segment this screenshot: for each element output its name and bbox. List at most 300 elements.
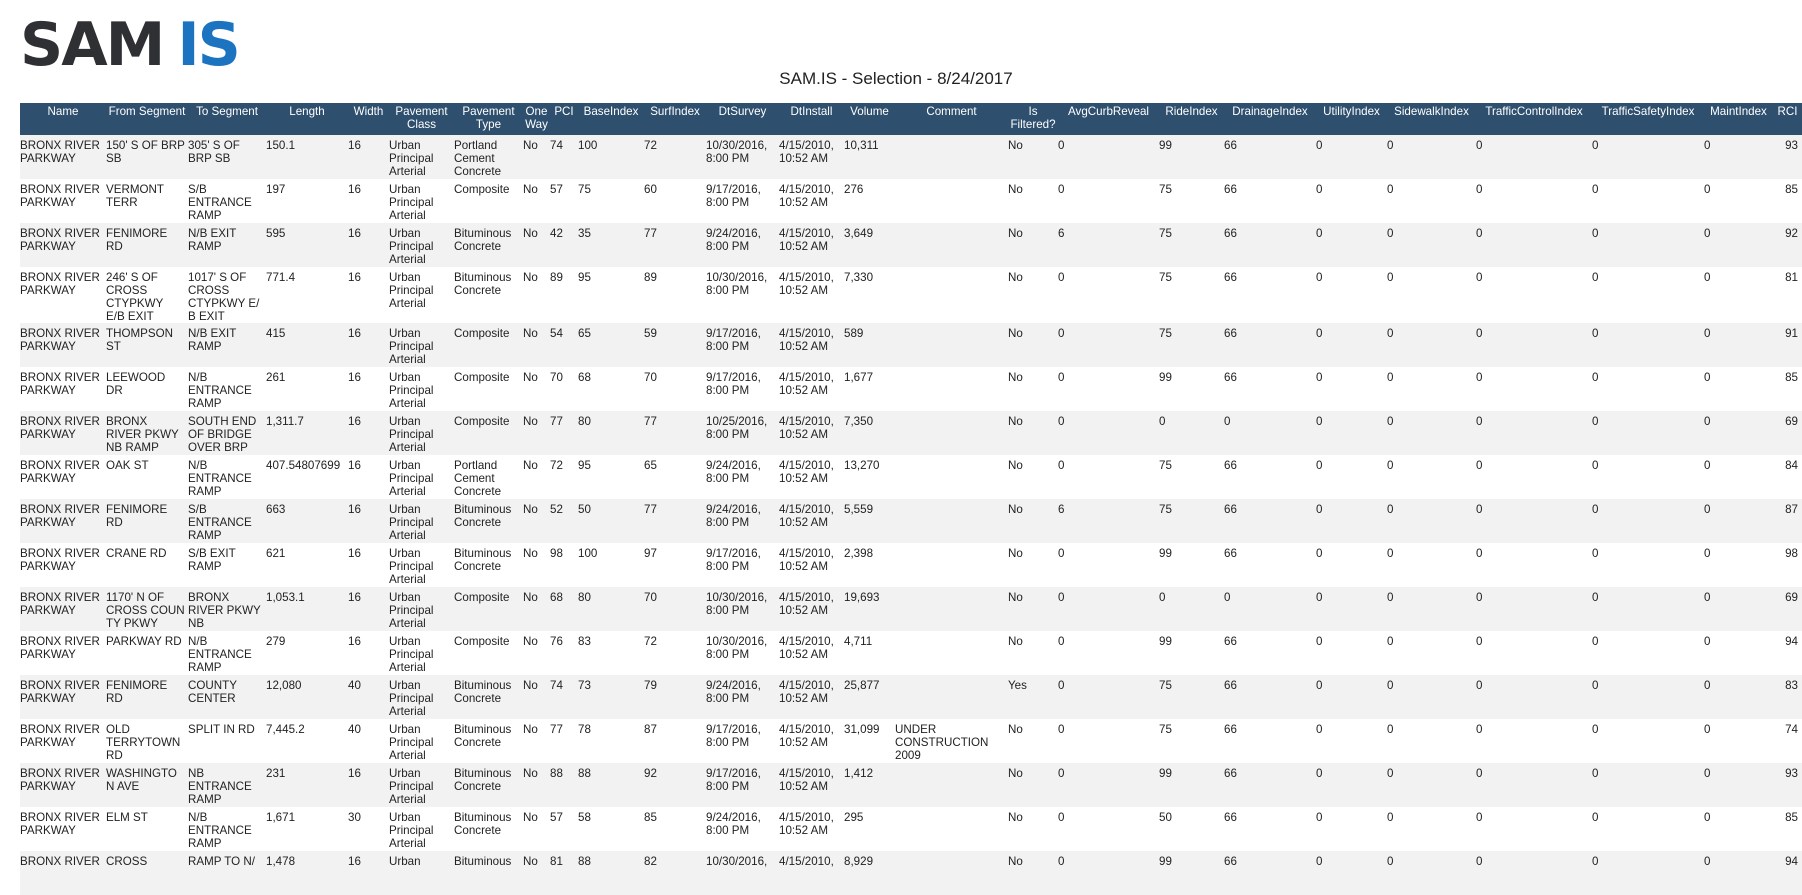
table-cell: 0 [1592, 179, 1704, 223]
table-cell: BRONX RIVER PARKWAY [20, 719, 106, 763]
table-cell: 89 [550, 267, 578, 323]
table-cell [895, 367, 1008, 411]
table-cell: 8,929 [844, 851, 895, 895]
table-cell [895, 223, 1008, 267]
table-cell: OAK ST [106, 455, 188, 499]
table-cell: Composite [454, 367, 523, 411]
table-cell: 0 [1316, 499, 1387, 543]
table-cell: BRONX RIVER PARKWAY [20, 587, 106, 631]
table-cell: Urban Principal Arterial [389, 543, 454, 587]
table-cell: BRONX RIVER PARKWAY [20, 323, 106, 367]
column-header[interactable]: RCI [1773, 103, 1802, 135]
table-row[interactable] [20, 851, 1802, 895]
table-cell: 16 [348, 411, 389, 455]
table-cell: 83 [578, 631, 644, 675]
table-cell: 663 [266, 499, 348, 543]
table-cell: Urban Principal Arterial [389, 587, 454, 631]
table-cell: 261 [266, 367, 348, 411]
table-cell: 0 [1316, 675, 1387, 719]
table-cell: 0 [1387, 631, 1476, 675]
table-cell: 0 [1387, 323, 1476, 367]
table-cell: 0 [1387, 135, 1476, 179]
table-cell [895, 807, 1008, 851]
table-cell: 0 [1316, 135, 1387, 179]
table-row[interactable] [20, 223, 1802, 267]
table-cell: 75 [1159, 719, 1224, 763]
table-cell: 0 [1592, 763, 1704, 807]
table-cell: 0 [1704, 851, 1773, 895]
table-cell: 4/15/2010, 10:52 AM [779, 543, 844, 587]
table-cell: 0 [1704, 499, 1773, 543]
table-cell: 99 [1159, 543, 1224, 587]
column-header[interactable]: TrafficControlIndex [1476, 103, 1592, 135]
table-cell: 70 [644, 367, 706, 411]
table-cell: 89 [644, 267, 706, 323]
table-cell: 0 [1316, 179, 1387, 223]
table-cell: 81 [1773, 267, 1802, 323]
table-cell: COUNTY CENTER [188, 675, 266, 719]
table-cell: 78 [578, 719, 644, 763]
table-cell: 10/30/2016, 8:00 PM [706, 587, 779, 631]
table-cell: LEEWOOD DR [106, 367, 188, 411]
table-cell: BRONX RIVER PARKWAY [20, 179, 106, 223]
table-cell: 0 [1592, 675, 1704, 719]
table-cell: 66 [1224, 631, 1316, 675]
table-cell: 95 [578, 267, 644, 323]
table-cell: 4/15/2010, 10:52 AM [779, 135, 844, 179]
table-cell: 4/15/2010, 10:52 AM [779, 763, 844, 807]
table-cell: Urban Principal Arterial [389, 807, 454, 851]
table-cell: N/B ENTRANCE RAMP [188, 367, 266, 411]
table-cell: 0 [1592, 719, 1704, 763]
table-cell: 0 [1058, 455, 1159, 499]
table-cell: 13,270 [844, 455, 895, 499]
table-cell: 87 [1773, 499, 1802, 543]
table-cell [895, 455, 1008, 499]
table-cell: NB ENTRANCE RAMP [188, 763, 266, 807]
table-cell: Urban Principal Arterial [389, 135, 454, 179]
table-cell: BRONX RIVER [20, 851, 106, 895]
table-cell: Bituminous [454, 851, 523, 895]
column-header[interactable]: MaintIndex [1704, 103, 1773, 135]
table-cell: 9/24/2016, 8:00 PM [706, 499, 779, 543]
table-cell: 4/15/2010, 10:52 AM [779, 719, 844, 763]
table-cell [895, 179, 1008, 223]
table-cell: No [1008, 411, 1058, 455]
table-cell: 0 [1058, 267, 1159, 323]
table-cell: 1,671 [266, 807, 348, 851]
table-cell: 75 [1159, 179, 1224, 223]
column-header[interactable]: Length [266, 103, 348, 135]
table-cell: 621 [266, 543, 348, 587]
table-cell: 30 [348, 807, 389, 851]
table-cell: 0 [1387, 411, 1476, 455]
table-cell: 16 [348, 455, 389, 499]
column-header[interactable]: DtSurvey [706, 103, 779, 135]
table-cell: BRONX RIVER PARKWAY [20, 135, 106, 179]
table-cell: 77 [550, 719, 578, 763]
table-cell: 0 [1316, 367, 1387, 411]
table-row[interactable] [20, 807, 1802, 851]
table-cell [895, 763, 1008, 807]
table-row[interactable] [20, 179, 1802, 223]
table-row[interactable] [20, 631, 1802, 675]
column-header[interactable]: From Segment [106, 103, 188, 135]
table-body [20, 135, 1802, 895]
table-cell: Urban Principal Arterial [389, 675, 454, 719]
column-header[interactable]: Pavement Class [389, 103, 454, 135]
table-cell: 0 [1316, 587, 1387, 631]
table-cell: Bituminous Concrete [454, 719, 523, 763]
table-cell: 97 [644, 543, 706, 587]
table-cell [895, 267, 1008, 323]
table-cell: 1,311.7 [266, 411, 348, 455]
table-cell: 0 [1316, 455, 1387, 499]
table-cell: 66 [1224, 179, 1316, 223]
table-cell: No [1008, 267, 1058, 323]
table-cell: 4/15/2010, 10:52 AM [779, 179, 844, 223]
table-cell: 76 [550, 631, 578, 675]
table-cell: 0 [1476, 851, 1592, 895]
table-cell: 50 [1159, 807, 1224, 851]
table-cell: 75 [578, 179, 644, 223]
table-cell: 0 [1476, 455, 1592, 499]
table-row[interactable] [20, 543, 1802, 587]
table-cell: 9/24/2016, 8:00 PM [706, 807, 779, 851]
table-cell: No [1008, 719, 1058, 763]
table-cell: RAMP TO N/ [188, 851, 266, 895]
table-cell: 0 [1058, 807, 1159, 851]
table-cell: S/B EXIT RAMP [188, 543, 266, 587]
table-cell: 66 [1224, 367, 1316, 411]
table-cell: 74 [550, 675, 578, 719]
table-row[interactable] [20, 267, 1802, 323]
table-cell: 4/15/2010, 10:52 AM [779, 323, 844, 367]
table-cell: 0 [1704, 675, 1773, 719]
column-header[interactable]: BaseIndex [578, 103, 644, 135]
table-cell: 16 [348, 179, 389, 223]
table-cell: 98 [550, 543, 578, 587]
table-cell: 4/15/2010, 10:52 AM [779, 367, 844, 411]
table-cell: 16 [348, 267, 389, 323]
table-row[interactable] [20, 135, 1802, 179]
column-header[interactable]: Pavement Type [454, 103, 523, 135]
table-cell: No [1008, 323, 1058, 367]
column-header[interactable]: DtInstall [779, 103, 844, 135]
table-cell: 0 [1387, 455, 1476, 499]
table-cell: 66 [1224, 323, 1316, 367]
table-cell: 0 [1592, 587, 1704, 631]
table-cell: 98 [1773, 543, 1802, 587]
table-cell: 95 [578, 455, 644, 499]
table-cell: 99 [1159, 135, 1224, 179]
table-cell: 100 [578, 543, 644, 587]
table-cell: 0 [1476, 223, 1592, 267]
table-cell: Composite [454, 587, 523, 631]
table-cell [895, 499, 1008, 543]
table-cell: 4/15/2010, 10:52 AM [779, 267, 844, 323]
table-cell: 0 [1476, 323, 1592, 367]
table-cell: 66 [1224, 719, 1316, 763]
table-cell: No [1008, 587, 1058, 631]
table-cell: PARKWAY RD [106, 631, 188, 675]
table-cell: 0 [1387, 807, 1476, 851]
table-cell: 16 [348, 763, 389, 807]
table-cell: OLD TERRYTOWN RD [106, 719, 188, 763]
table-cell: 66 [1224, 455, 1316, 499]
table-cell: 0 [1704, 135, 1773, 179]
table-cell: 0 [1387, 543, 1476, 587]
table-cell: 93 [1773, 135, 1802, 179]
table-cell: No [1008, 543, 1058, 587]
column-header[interactable]: RideIndex [1159, 103, 1224, 135]
table-cell: 0 [1704, 223, 1773, 267]
table-cell: 88 [578, 851, 644, 895]
table-cell: 0 [1387, 763, 1476, 807]
table-cell: 0 [1058, 719, 1159, 763]
table-cell: 0 [1316, 807, 1387, 851]
table-cell: BRONX RIVER PARKWAY [20, 675, 106, 719]
table-cell: 0 [1704, 631, 1773, 675]
table-cell: 0 [1476, 719, 1592, 763]
table-cell: 16 [348, 631, 389, 675]
table-cell: BRONX RIVER PARKWAY [20, 499, 106, 543]
table-cell: 0 [1592, 851, 1704, 895]
column-header[interactable]: PCI [550, 103, 578, 135]
table-cell: 75 [1159, 675, 1224, 719]
table-cell: 84 [1773, 455, 1802, 499]
table-cell: 16 [348, 323, 389, 367]
table-cell: 0 [1316, 323, 1387, 367]
column-header[interactable]: DrainageIndex [1224, 103, 1316, 135]
table-cell: 279 [266, 631, 348, 675]
table-cell: 4/15/2010, 10:52 AM [779, 631, 844, 675]
table-cell: Portland Cement Concrete [454, 135, 523, 179]
table-cell: 66 [1224, 135, 1316, 179]
table-cell: 0 [1387, 223, 1476, 267]
table-cell: N/B ENTRANCE RAMP [188, 455, 266, 499]
table-cell: Urban Principal Arterial [389, 763, 454, 807]
table-cell: 0 [1592, 367, 1704, 411]
table-cell: 0 [1704, 543, 1773, 587]
table-cell: 0 [1476, 763, 1592, 807]
table-cell: Bituminous Concrete [454, 223, 523, 267]
column-header[interactable]: SurfIndex [644, 103, 706, 135]
column-header[interactable]: Volume [844, 103, 895, 135]
column-header[interactable]: Name [20, 103, 106, 135]
table-row[interactable] [20, 455, 1802, 499]
column-header[interactable]: One Way [523, 103, 550, 135]
table-cell: 771.4 [266, 267, 348, 323]
table-cell: 0 [1387, 587, 1476, 631]
table-cell: 4/15/2010, 10:52 AM [779, 499, 844, 543]
table-cell: No [523, 543, 550, 587]
table-row[interactable] [20, 323, 1802, 367]
table-cell: 66 [1224, 499, 1316, 543]
table-cell: 66 [1224, 223, 1316, 267]
table-cell: 40 [348, 719, 389, 763]
table-cell: No [1008, 455, 1058, 499]
table-cell: 0 [1592, 499, 1704, 543]
table-header-row [20, 103, 1802, 135]
table-cell: Urban Principal Arterial [389, 223, 454, 267]
table-cell: 2,398 [844, 543, 895, 587]
table-cell: 4/15/2010, 10:52 AM [779, 675, 844, 719]
table-cell: 68 [578, 367, 644, 411]
table-cell: No [523, 367, 550, 411]
table-cell: 0 [1592, 323, 1704, 367]
table-cell: 75 [1159, 223, 1224, 267]
table-cell: 93 [1773, 763, 1802, 807]
table-cell: Urban Principal Arterial [389, 367, 454, 411]
table-cell: 85 [644, 807, 706, 851]
table-cell: BRONX RIVER PARKWAY [20, 543, 106, 587]
table-cell: 0 [1058, 587, 1159, 631]
column-header[interactable]: To Segment [188, 103, 266, 135]
table-row[interactable] [20, 675, 1802, 719]
table-cell: 0 [1476, 807, 1592, 851]
table-cell: 0 [1387, 267, 1476, 323]
table-cell: 85 [1773, 179, 1802, 223]
table-cell: 0 [1704, 455, 1773, 499]
table-cell: 99 [1159, 851, 1224, 895]
table-cell: 66 [1224, 543, 1316, 587]
table-cell: 99 [1159, 367, 1224, 411]
table-row[interactable] [20, 411, 1802, 455]
table-cell: 9/17/2016, 8:00 PM [706, 367, 779, 411]
table-cell: FENIMORE RD [106, 223, 188, 267]
table-cell: 99 [1159, 631, 1224, 675]
table-cell: 0 [1476, 587, 1592, 631]
table-cell: 595 [266, 223, 348, 267]
table-cell: SOUTH END OF BRIDGE OVER BRP [188, 411, 266, 455]
table-cell: 0 [1704, 179, 1773, 223]
table-cell: 69 [1773, 587, 1802, 631]
table-cell: 0 [1316, 851, 1387, 895]
selection-table-container [20, 103, 1798, 895]
table-cell: No [523, 587, 550, 631]
table-cell: No [523, 631, 550, 675]
table-cell: 4/15/2010, 10:52 AM [779, 455, 844, 499]
table-cell [895, 135, 1008, 179]
table-cell: No [1008, 763, 1058, 807]
table-cell: BRONX RIVER PARKWAY [20, 267, 106, 323]
table-cell: 40 [348, 675, 389, 719]
table-cell: 77 [644, 499, 706, 543]
table-cell: 0 [1704, 367, 1773, 411]
table-cell: 276 [844, 179, 895, 223]
table-cell: BRONX RIVER PKWY NB [188, 587, 266, 631]
table-cell: 10/25/2016, 8:00 PM [706, 411, 779, 455]
table-row[interactable] [20, 587, 1802, 631]
table-row[interactable] [20, 719, 1802, 763]
table-cell: 94 [1773, 851, 1802, 895]
table-cell: 0 [1476, 179, 1592, 223]
table-cell: 75 [1159, 499, 1224, 543]
table-cell: 77 [550, 411, 578, 455]
column-header[interactable]: Width [348, 103, 389, 135]
table-cell: No [1008, 223, 1058, 267]
table-cell: 65 [578, 323, 644, 367]
table-cell: Urban [389, 851, 454, 895]
table-cell: BRONX RIVER PARKWAY [20, 763, 106, 807]
table-cell: 77 [644, 411, 706, 455]
table-cell: 407.54807699 [266, 455, 348, 499]
table-cell: 0 [1387, 179, 1476, 223]
table-cell: 19,693 [844, 587, 895, 631]
table-cell: 59 [644, 323, 706, 367]
table-cell: 79 [644, 675, 706, 719]
column-header[interactable]: AvgCurbReveal [1058, 103, 1159, 135]
table-cell: CRANE RD [106, 543, 188, 587]
table-cell: 0 [1224, 587, 1316, 631]
table-row[interactable] [20, 499, 1802, 543]
table-cell: 70 [550, 367, 578, 411]
table-cell: FENIMORE RD [106, 675, 188, 719]
table-cell: 75 [1159, 455, 1224, 499]
table-cell: 66 [1224, 675, 1316, 719]
table-cell: 75 [1159, 267, 1224, 323]
table-cell: 415 [266, 323, 348, 367]
table-cell: No [523, 411, 550, 455]
table-cell [895, 675, 1008, 719]
table-cell: Urban Principal Arterial [389, 499, 454, 543]
table-cell: 4/15/2010, 10:52 AM [779, 223, 844, 267]
selection-table [20, 103, 1802, 895]
table-cell: 0 [1704, 763, 1773, 807]
table-cell: 0 [1387, 367, 1476, 411]
column-header[interactable]: Is Filtered? [1008, 103, 1058, 135]
table-cell: 0 [1387, 719, 1476, 763]
table-cell: 0 [1592, 223, 1704, 267]
table-cell: Urban Principal Arterial [389, 267, 454, 323]
table-cell: No [1008, 631, 1058, 675]
table-cell: Bituminous Concrete [454, 675, 523, 719]
column-header[interactable]: UtilityIndex [1316, 103, 1387, 135]
table-cell: 0 [1704, 807, 1773, 851]
table-cell: Urban Principal Arterial [389, 411, 454, 455]
table-cell: 16 [348, 135, 389, 179]
table-cell: 0 [1058, 631, 1159, 675]
column-header[interactable]: Comment [895, 103, 1008, 135]
table-cell: 0 [1476, 499, 1592, 543]
table-cell: 4/15/2010, [779, 851, 844, 895]
table-cell: No [523, 179, 550, 223]
table-cell: 0 [1058, 135, 1159, 179]
table-cell: 54 [550, 323, 578, 367]
table-cell: SPLIT IN RD [188, 719, 266, 763]
table-row[interactable] [20, 367, 1802, 411]
table-cell: 16 [348, 587, 389, 631]
table-cell: 1017' S OF CROSS CTYPKWY E/ B EXIT [188, 267, 266, 323]
table-cell: 0 [1592, 543, 1704, 587]
table-cell: 35 [578, 223, 644, 267]
table-cell: Urban Principal Arterial [389, 631, 454, 675]
table-cell: 0 [1316, 719, 1387, 763]
table-cell [895, 543, 1008, 587]
table-cell: CROSS [106, 851, 188, 895]
logo-is-text: IS [177, 10, 239, 80]
column-header[interactable]: TrafficSafetyIndex [1592, 103, 1704, 135]
table-cell: 16 [348, 367, 389, 411]
table-row[interactable] [20, 763, 1802, 807]
table-cell: 9/24/2016, 8:00 PM [706, 223, 779, 267]
table-cell: 100 [578, 135, 644, 179]
table-cell [895, 587, 1008, 631]
table-cell: No [1008, 851, 1058, 895]
column-header[interactable]: SidewalkIndex [1387, 103, 1476, 135]
table-cell: 9/24/2016, 8:00 PM [706, 455, 779, 499]
